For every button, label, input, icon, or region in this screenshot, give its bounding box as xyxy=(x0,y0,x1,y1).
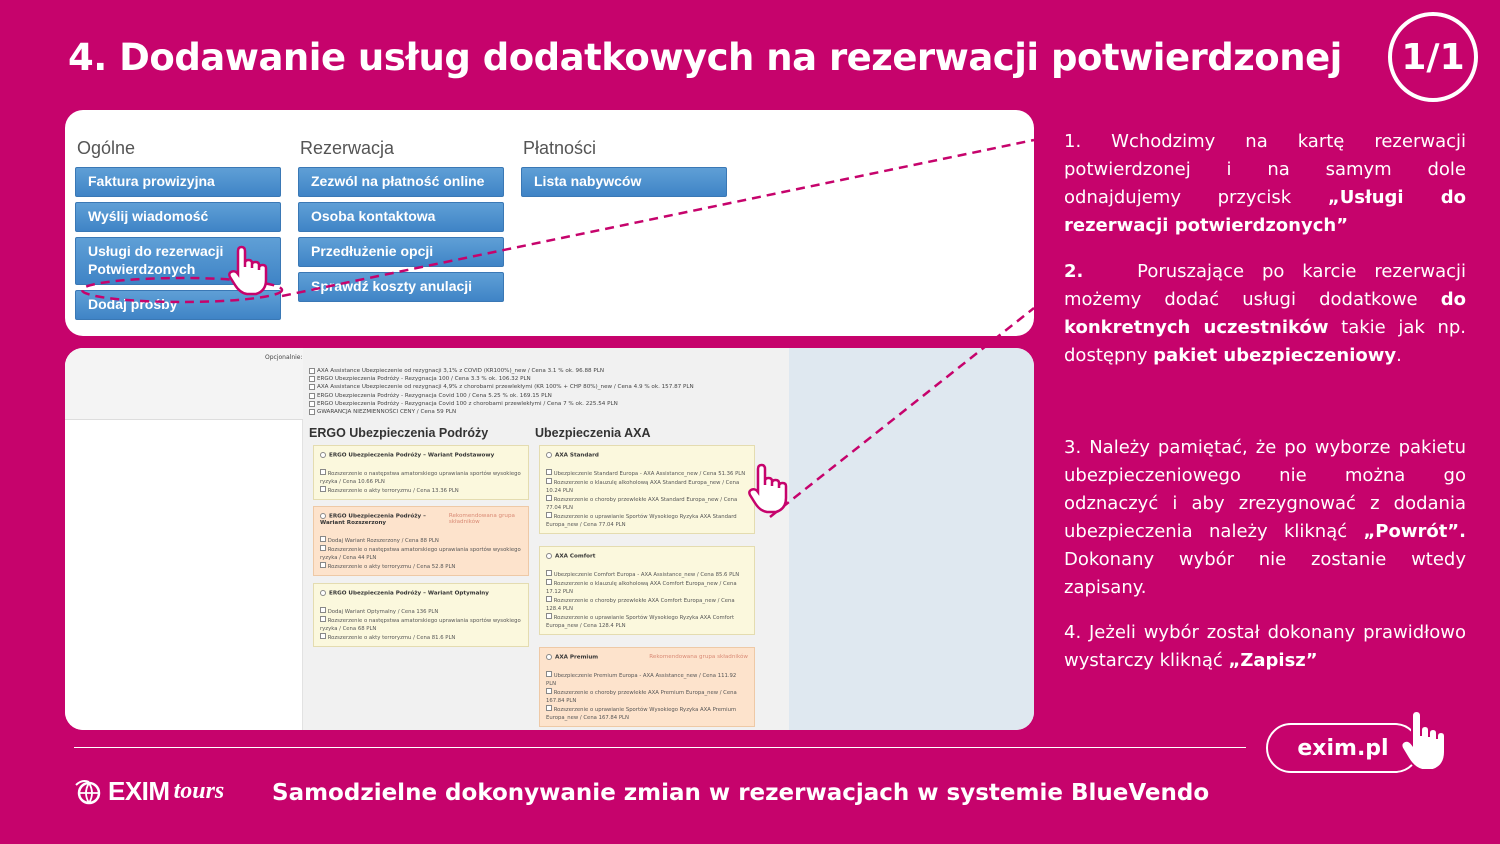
checkbox[interactable] xyxy=(320,562,326,568)
checkbox[interactable] xyxy=(546,688,552,694)
card-option-line[interactable]: Rozszerzenie o następstwa amatorskiego uprawiania sportów wysokiego ryzyka / Cena 68 PLN xyxy=(320,617,521,632)
card-option-line[interactable]: Rozszerzenie o klauzulę alkoholową AXA Standard Europa_new / Cena 10.24 PLN xyxy=(546,479,740,494)
card-option-line[interactable]: Rozszerzenie o uprawianie Sportów Wysokiego Ryzyka AXA Comfort Europa_new / Cena 128.4 PLN xyxy=(546,614,735,629)
card-option-line[interactable]: Rozszerzenie o akty terroryzmu / Cena 81.6 PLN xyxy=(320,633,522,642)
checkbox[interactable] xyxy=(546,596,552,602)
optional-service-row[interactable]: AXA Assistance Ubezpieczenie od rezygnacji 3,1% z COVID (KR100%)_new / Cena 3.1 % ok. 96.88 PLN xyxy=(309,367,779,375)
exim-tours-logo: EXIM tours xyxy=(74,776,224,807)
card-option-line[interactable]: Rozszerzenie o choroby przewlekłe AXA Comfort Europa_new / Cena 128.4 PLN xyxy=(546,597,735,612)
ergo-basic-card[interactable]: ERGO Ubezpieczenia Podróży – Wariant Podstawowy Rozszerzenie o następstwa amatorskiego uprawiania sportów wysokiego ryzyka / Cena 10.66 PLN Rozszerzenie o akty terroryzmu / Cena 13.36 PLN xyxy=(313,445,529,500)
step-3-text: 3. Należy pamiętać, że po wyborze pakietu ubezpieczeniowego nie można go odznaczyć i aby zrezygnować z dodania ubezpieczenia należy kliknąć „Powrót”. Dokonany wybór nie zostanie wtedy zapisany. xyxy=(1064,437,1466,598)
optional-service-row[interactable]: AXA Assistance Ubezpieczenie od rezygnacji 4,9% z chorobami przewlekłymi (KR 100% + CHP 80%)_new / Cena 4.9 % ok. 157.87 PLN xyxy=(309,383,779,391)
radio-button[interactable] xyxy=(320,590,326,596)
extend-option-button[interactable]: Przedłużenie opcji xyxy=(298,237,504,267)
check-cancellation-costs-button[interactable]: Sprawdź koszty anulacji xyxy=(298,272,504,302)
checkbox[interactable] xyxy=(320,616,326,622)
checkbox[interactable] xyxy=(546,671,552,677)
ergo-extended-card[interactable]: ERGO Ubezpieczenia Podróży – Wariant Rozszerzony Rekomendowana grupa składników Dodaj Wariant Rozszerzony / Cena 88 PLN Rozszerzenie o następstwa amatorskiego uprawiania sportów wysokiego ryzyka / Cena 44 PLN Rozszerzenie o akty terroryzmu / Cena 52.8 PLN xyxy=(313,506,529,576)
ergo-section-title: ERGO Ubezpieczenia Podróży xyxy=(309,426,489,440)
insurance-services-panel xyxy=(65,348,1034,730)
card-option-line[interactable]: Rozszerzenie o klauzulę alkoholową AXA Comfort Europa_new / Cena 17.12 PLN xyxy=(546,580,737,595)
optional-service-row[interactable]: ERGO Ubezpieczenia Podróży - Rezygnacja Covid 100 / Cena 5.25 % ok. 169.15 PLN xyxy=(309,392,779,400)
optional-service-row[interactable]: ERGO Ubezpieczenia Podróży - Rezygnacja Covid 100 z chorobami przewlekłymi / Cena 7 % ok. 225.54 PLN xyxy=(309,400,779,408)
card-option-line[interactable]: Rozszerzenie o następstwa amatorskiego uprawiania sportów wysokiego ryzyka / Cena 10.66 PLN xyxy=(320,470,521,485)
radio-button[interactable] xyxy=(320,452,326,458)
card-option-line[interactable]: Ubezpieczenie Standard Europa - AXA Assistance_new / Cena 51.36 PLN xyxy=(546,469,748,478)
column-title: Ogólne xyxy=(77,138,136,158)
checkbox[interactable] xyxy=(546,579,552,585)
checkbox[interactable] xyxy=(546,495,552,501)
axa-section-title: Ubezpieczenia AXA xyxy=(535,426,651,440)
step-2-text: 2. Poruszające po karcie rezerwacji możemy dodać usługi dodatkowe do konkretnych uczestników takie jak np. dostępny pakiet ubezpieczeniowy. xyxy=(1064,261,1466,366)
ergo-optimal-card[interactable]: ERGO Ubezpieczenia Podróży – Wariant Optymalny Dodaj Wariant Optymalny / Cena 136 PLN Rozszerzenie o następstwa amatorskiego uprawiania sportów wysokiego ryzyka / Cena 68 PLN Rozszerzenie o akty terroryzmu / Cena 81.6 PLN xyxy=(313,583,529,647)
checkbox[interactable] xyxy=(546,613,552,619)
step-4-text: 4. Jeżeli wybór został dokonany prawidłowo wystarczy kliknąć „Zapisz” xyxy=(1064,622,1466,671)
checkbox[interactable] xyxy=(309,409,315,415)
axa-premium-card[interactable]: AXA Premium Rekomendowana grupa składników Ubezpieczenie Premium Europa - AXA Assistance_new / Cena 111.92 PLN Rozszerzenie o choroby przewlekłe AXA Premium Europa_new / Cena 167.84 PLN Rozszerzenie o uprawianie Sportów Wysokiego Ryzyka AXA Premium Europa_new / Cena 167.84 PLN xyxy=(539,647,755,727)
step-1-text: 1. Wchodzimy na kartę rezerwacji potwierdzonej i na samym dole odnajdujemy przycisk „Usługi do rezerwacji potwierdzonych” xyxy=(1064,131,1466,236)
checkbox[interactable] xyxy=(546,469,552,475)
radio-button[interactable] xyxy=(546,654,552,660)
checkbox[interactable] xyxy=(309,393,315,399)
allow-online-payment-button[interactable]: Zezwól na płatność online xyxy=(298,167,504,197)
card-option-line[interactable]: Rozszerzenie o uprawianie Sportów Wysokiego Ryzyka AXA Standard Europa_new / Cena 77.04 PLN xyxy=(546,513,737,528)
optional-services-list xyxy=(309,367,779,416)
card-option-line[interactable]: Rozszerzenie o następstwa amatorskiego uprawiania sportów wysokiego ryzyka / Cena 44 PLN xyxy=(320,546,521,561)
column-payments xyxy=(521,138,727,202)
card-option-line[interactable]: Rozszerzenie o akty terroryzmu / Cena 13.36 PLN xyxy=(320,486,522,495)
card-option-line[interactable]: Rozszerzenie o akty terroryzmu / Cena 52.8 PLN xyxy=(320,562,522,571)
form-side-area xyxy=(789,348,1034,730)
column-title: Rezerwacja xyxy=(300,138,395,158)
confirmed-booking-services-button[interactable]: Usługi do rezerwacji Potwierdzonych xyxy=(75,237,281,285)
recommended-badge: Rekomendowana grupa składników xyxy=(448,513,515,525)
footer-divider xyxy=(74,747,1246,748)
checkbox[interactable] xyxy=(320,633,326,639)
card-option-line[interactable]: Dodaj Wariant Optymalny / Cena 136 PLN xyxy=(320,607,522,616)
checkbox[interactable] xyxy=(320,545,326,551)
checkbox[interactable] xyxy=(309,376,315,382)
send-message-button[interactable]: Wyślij wiadomość xyxy=(75,202,281,232)
checkbox[interactable] xyxy=(309,368,315,374)
optional-service-row[interactable]: GWARANCJA NIEZMIENNOŚCI CENY / Cena 59 PLN xyxy=(309,408,779,416)
card-option-line[interactable]: Rozszerzenie o choroby przewlekłe AXA Premium Europa_new / Cena 167.84 PLN xyxy=(546,689,737,704)
add-requests-button[interactable]: Dodaj prośby xyxy=(75,290,281,320)
card-option-line[interactable]: Dodaj Wariant Rozszerzony / Cena 88 PLN xyxy=(320,536,522,545)
buyers-list-button[interactable]: Lista nabywców xyxy=(521,167,727,197)
checkbox[interactable] xyxy=(546,570,552,576)
page-number-badge: 1/1 xyxy=(1388,12,1478,102)
globe-logo-icon xyxy=(74,779,104,805)
form-left-column xyxy=(65,348,303,730)
footer-subtitle: Samodzielne dokonywanie zmian w rezerwacjach w systemie BlueVendo xyxy=(272,780,1210,806)
checkbox[interactable] xyxy=(320,536,326,542)
checkbox[interactable] xyxy=(546,512,552,518)
radio-button[interactable] xyxy=(546,553,552,559)
commission-invoice-button[interactable]: Faktura prowizyjna xyxy=(75,167,281,197)
column-reservation xyxy=(298,138,504,307)
axa-standard-card[interactable]: AXA Standard Ubezpieczenie Standard Europa - AXA Assistance_new / Cena 51.36 PLN Rozszerzenie o klauzulę alkoholową AXA Standard Europa_new / Cena 10.24 PLN Rozszerzenie o choroby przewlekłe AXA Standard Europa_new / Cena 77.04 PLN Rozszerzenie o uprawianie Sportów Wysokiego Ryzyka AXA Standard Europa_new / Cena 77.04 PLN xyxy=(539,445,755,534)
checkbox[interactable] xyxy=(309,384,315,390)
checkbox[interactable] xyxy=(320,469,326,475)
radio-button[interactable] xyxy=(320,513,326,519)
checkbox[interactable] xyxy=(546,705,552,711)
hand-pointer-icon xyxy=(1398,708,1450,774)
column-title: Płatności xyxy=(523,138,597,158)
reservation-actions-panel xyxy=(65,110,1034,336)
checkbox[interactable] xyxy=(309,401,315,407)
column-general xyxy=(75,138,281,325)
recommended-badge: Rekomendowana grupa składników xyxy=(649,654,748,660)
axa-comfort-card[interactable]: AXA Comfort Ubezpieczenie Comfort Europa - AXA Assistance_new / Cena 85.6 PLN Rozszerzenie o klauzulę alkoholową AXA Comfort Europa_new / Cena 17.12 PLN Rozszerzenie o choroby przewlekłe AXA Comfort Europa_new / Cena 128.4 PLN Rozszerzenie o uprawianie Sportów Wysokiego Ryzyka AXA Comfort Europa_new / Cena 128.4 PLN xyxy=(539,546,755,635)
checkbox[interactable] xyxy=(320,486,326,492)
card-option-line[interactable]: Ubezpieczenie Comfort Europa - AXA Assistance_new / Cena 85.6 PLN xyxy=(546,570,748,579)
radio-button[interactable] xyxy=(546,452,552,458)
checkbox[interactable] xyxy=(320,607,326,613)
page-title: 4. Dodawanie usług dodatkowych na rezerwacji potwierdzonej xyxy=(68,36,1342,79)
card-option-line[interactable]: Rozszerzenie o choroby przewlekłe AXA Standard Europa_new / Cena 77.04 PLN xyxy=(546,496,738,511)
contact-person-button[interactable]: Osoba kontaktowa xyxy=(298,202,504,232)
website-link[interactable]: exim.pl xyxy=(1266,723,1420,773)
card-option-line[interactable]: Rozszerzenie o uprawianie Sportów Wysokiego Ryzyka AXA Premium Europa_new / Cena 167.84 PLN xyxy=(546,706,737,721)
checkbox[interactable] xyxy=(546,478,552,484)
optional-service-row[interactable]: ERGO Ubezpieczenia Podróży - Rezygnacja 100 / Cena 3.3 % ok. 106.32 PLN xyxy=(309,375,779,383)
optional-label: Opcjonalnie: xyxy=(265,354,303,361)
card-option-line[interactable]: Ubezpieczenie Premium Europa - AXA Assistance_new / Cena 111.92 PLN xyxy=(546,672,737,687)
